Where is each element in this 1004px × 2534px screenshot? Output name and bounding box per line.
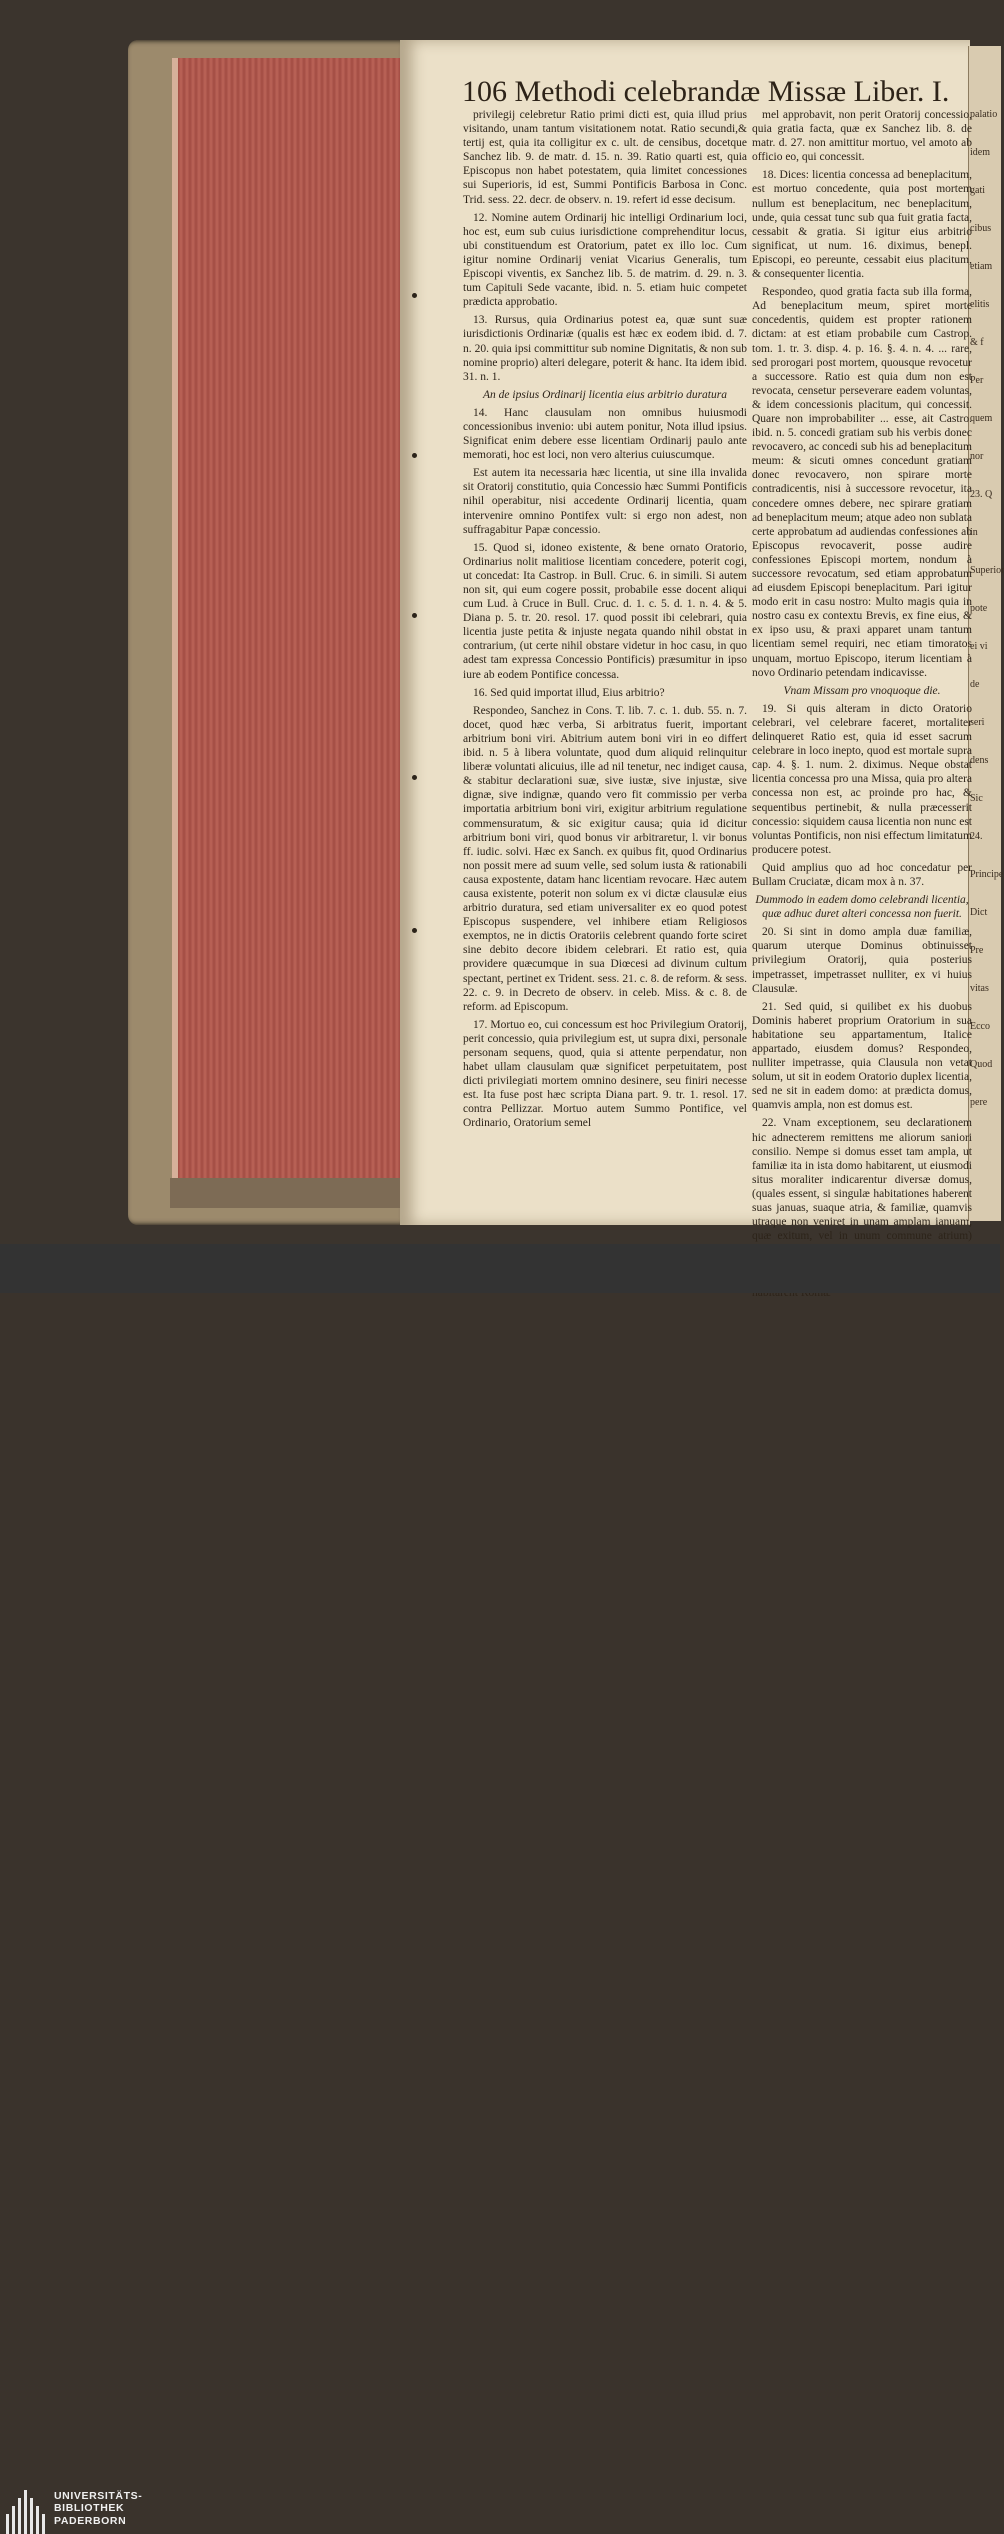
binding-hole <box>412 293 417 298</box>
edge-fragment: nor <box>970 451 984 462</box>
red-page-edges <box>172 58 408 1188</box>
edge-fragment: Quod <box>970 1059 993 1070</box>
binding-hole <box>412 453 417 458</box>
edge-fragment: Principe <box>970 869 1004 880</box>
edge-fragment: vitas <box>970 983 989 994</box>
paragraph: Quid amplius quo ad hoc concedatur per Bullam Cruciatæ, dicam mox à n. 37. <box>752 861 972 888</box>
edge-fragment: gati <box>970 185 985 196</box>
paragraph: 20. Si sint in domo ampla duæ familiæ, quarum uterque Dominus obtinuisset privilegium Oratorij, quia posterius impetrasset, impetrasset nulliter, ex vi huius Clausulæ. <box>752 926 972 995</box>
paragraph: mel approbavit, non perit Oratorij concessio, quia gratia facta, quæ ex Sanchez lib. 8. de matr. d. 27. non amittitur mortuo, vel amoto ab officio eo, qui concessit. <box>752 109 972 164</box>
edge-fragment: dens <box>970 755 989 766</box>
binding-hole <box>412 613 417 618</box>
edge-fragment: idem <box>970 147 990 158</box>
edge-fragment: 23. Q <box>970 489 993 500</box>
right-text-column <box>752 108 972 1304</box>
edge-fragment: elitis <box>970 299 990 310</box>
edge-fragment: quem <box>970 413 993 424</box>
edge-fragment: pote <box>970 603 988 614</box>
edge-fragment: ei vi <box>970 641 988 652</box>
paragraph: 17. Mortuo eo, cui concessum est hoc Privilegium Oratorij, perit concessio, quia privilegium est, ut supra dixi, personale personam sequens, quod, quia si attente perpendatur, non habet ullam clausulam quæ significet perpetuitatem, post dicti privilegiati mortem omnino desinere, seu finiri necesse est. Ita fuse post hæc scripta Diana part. 9. tr. 1. resol. 17. contra Pellizzar. Mortuo autem Summo Pontifice, vel Ordinario, Oratorium semel <box>463 1018 747 1130</box>
edge-fragment: etiam <box>970 261 993 272</box>
binding-hole <box>412 928 417 933</box>
book-scan <box>0 0 1004 1244</box>
library-name-line: BIBLIOTHEK <box>54 2502 125 2515</box>
edge-fragment: in <box>970 527 978 538</box>
paragraph: 22. Vnam exceptionem, seu declarationem hic adnecterem remittens me aliorum saniori consilio. Nempe si domus esset tam ampla, ut familiæ ita in ista domo habitarent, ut eiusmodi situs moraliter indicarentur diversæ domus, (quales essent, si singulæ habitationes haberent suas januas, suaque atria, & familiæ, quamvis utraque non veniret in unam amplam ianuam, quæ exitum, vel in unum commune atrium) <box>752 1117 972 1243</box>
paragraph: privilegij celebretur Ratio primi dicti est, quia illud prius visitando, unam tantum visitationem notat. Ratio secundi,& tertij est, quia ita colligitur ex c. ult. de censibus, docetque Sanchez lib. 9. de matr. d. 15. n. 39. Ratio quarti est, quia Episcopus non habet potestatem, quia limitet concessiones sui Superioris, id est, Summi Pontificis Barbosa in Conc. Trid. sess. 22. decr. de observ. n. 19. refert id esse decisum. <box>463 109 747 206</box>
edge-fragment: palatio <box>970 109 998 120</box>
edge-fragment: seri <box>970 717 985 728</box>
paragraph: 13. Rursus, quia Ordinarius potest ea, quæ sunt suæ iurisdictionis Ordinariæ (qualis est hæc ex eodem ibid. d. 7. n. 20. quia ipsi committitur sub nomine Dignitatis, & non sub nomine proprio) alteri delegare, poterit & hanc. Ita idem ibid. 31. n. 1. <box>463 314 747 383</box>
paragraph: Respondeo, quod gratia facta sub illa forma, Ad beneplacitum meum, spiret morte concedentis, quidem est propter rationem dictam: at est etiam probabile cum Castrop. tom. 1. tr. 3. disp. 4. p. 16. §. 4. n. 4. ... rare, sed prorogari post mortem, quousque revocetur a successore. Ratio est quia dum non est revocata, censetur perseverare eadem voluntas, & idem concessionis placitum, qui concessit. Quare non improbabiliter ... esse, ait Castro. ibid. n. 5. concedi gratiam sub his verbis donec revocavero, ac concedi sub his ad beneplacitum meum: & sicuti omnes concedunt gratiam donec revocavero, non spirare morte contradicentis, nisi à successore revocetur, ita concedere omnes debere, nec spirare gratiam ad beneplacitum meum; atque adeo non sublata certe approbatum ad audiendas confessiones ab Episcopus revocaverit, posse audire confessiones Episcopi mortem, nondum à successore revocatum, sed etiam approbatum ad eiusdem Episcopi beneplacitum. Pari igitur modo erit in casu nostro: Multo magis quia in nostro casu ex contextu Brevis, ex fine eius, & ex ipso usu, & praxi apparet unam tantum licentiam semel requiri, nec etiam timoratos unquam, mortuo Episcopo, iterum licentiam à novo Ordinario petendam indicavisse. <box>752 286 972 679</box>
library-name-line: PADERBORN <box>54 2514 127 2527</box>
running-head: 106 Methodi celebrandæ Missæ Liber. I. <box>462 75 950 108</box>
edge-fragment: & f <box>970 337 984 348</box>
library-name-line: UNIVERSITÄTS- <box>54 2490 143 2502</box>
book-bottom-edge <box>170 1178 410 1208</box>
edge-fragment: Sic <box>970 793 983 804</box>
section-heading: Vnam Missam pro vnoquoque die. <box>783 684 941 697</box>
paragraph: 19. Si quis alteram in dicto Oratorio celebrari, vel celebrare faceret, mortaliter delinqueret Ratio est, quia id esset sacrum celebrare in loco inepto, quod est mortale supra cap. 4. §. 1. num. 2. diximus. Neque obstat licentia concessa pro una Missa, quia pro altera concessa non est, ac proinde pro hac, & sequentibus pertinebit, & nulla præcesserit concessio: siquidem causa licentia non nunc est voluntas Pontificis, non nisi effectum limitatum producere potest. <box>752 702 972 856</box>
edge-fragment: cibus <box>970 223 992 234</box>
edge-fragment: pere <box>970 1097 988 1108</box>
paragraph: 12. Nomine autem Ordinarij hic intelligi Ordinarium loci, hoc est, eum sub cuius iurisdictione comprehenditur locus, ubi constituendum est Oratorium, patet ex illo loc. Cum igitur nomine Ordinarij veniat Vicarius Generalis, tum Episcopi viventis, ex Sanchez lib. 5. de matrim. d. 29. n. 3. tum Capituli Sede vacante, ibid. n. 5. etiam huic competet prædicta approbatio. <box>463 211 747 309</box>
paragraph: 15. Quod si, idoneo existente, & bene ornato Oratorio, Ordinarius nolit malitiose licentiam concedere, poterit cogi, ut concedat: Ita Castrop. in Bull. Cruc. 6. in simili. Si autem non sit, qui eum cogere possit, probabile esse docent aliqui cum Lud. à Cruce in Bull. Cruc. d. 1. c. 5. d. 1. n. 4. & 5. Diana p. 5. tr. 20. resol. 17. quod possit ibi celebrari, quia licentia juste petita & injuste negata quando nihil obstat in contrarium, (ut certe nihil obstare videtur in hoc casu, in quo adest tam expressa Concessio Pontificis) præsumitur in ipso iure ab eodem Pontifice concessa. <box>463 541 747 681</box>
library-logo-icon <box>6 2490 50 2534</box>
paragraph: 14. Hanc clausulam non omnibus huiusmodi concessionibus invenio: ubi autem ponitur, Nota illud ipsius. Significat enim debere esse licentiam Ordinarij paulo ante memorati, hoc est loci, non vero alterius cuiuscumque. <box>463 406 747 462</box>
section-heading: An de ipsius Ordinarij licentia eius arbitrio duratura <box>483 388 727 401</box>
edge-fragment: Dict <box>970 907 988 918</box>
edge-fragment: Ecco <box>970 1021 990 1032</box>
edge-fragment: 24. <box>970 831 983 842</box>
paragraph: Respondeo, Sanchez in Cons. T. lib. 7. c. 1. dub. 55. n. 7. docet, quod hæc verba, Si arbitratus fuerit, important arbitrium boni viri. Abitrium autem boni viri in eo differt ibid. n. 5 à libera voluntate, quod dum aliquid relinquitur liberæ voluntati alicuius, ille ad nil tenetur, nec indiget causa, & stabitur declarationi suæ, sive iustæ, sive injustæ, sive dignæ, sive indignæ, quando vero fit commissio per verba importatia arbitrium boni viri, exigitur arbitrium regulatione commensuratum, & sic exigitur causa; quia id dicitur arbitrium boni viri, quod bonus vir arbitraretur, l. vir bonus ff. iudic. solvi. Hæc ex Sanch. ex quibus fit, quod Ordinarius non possit mere ad suum velle, sed solum iusta & rationabili causa expostente, datam hanc licentiam revocare. Hæc autem causa existente, poterit non solum ex vi dictæ clausulæ eius arbitrio duratura, sed etiam universaliter ex eo quod potest Episcopus suspendere, vel inhibere etiam Religiosos exemptos, ne in dictis Oratoriis celebrent quando forte sciret sine debito decore ibidem celebrari. Et ratio est, quia providere quæcumque in sua Diœcesi ad divinum cultum spectant, pertinet ex Trident. sess. 21. c. 8. de reform. & sess. 22. c. 9. in Decreto de observ. in celeb. Miss. & c. 8. de reform. ad Episcopum. <box>463 704 747 1013</box>
left-text-column <box>463 108 747 1135</box>
edge-fragment: Per <box>970 375 984 386</box>
paragraph: 18. Dices: licentia concessa ad beneplacitum, est mortuo concedente, quia post mortem nullum est beneplacitum, nec beneplacitum, unde, quia cessat tunc sub qua fuit gratia facta, cessabit & gratia. Si igitur eius arbitrio significat, ut num. 16. diximus, benepl. Episcopi, eo pereunte, cessabit eius placitum, & consequenter licentia. <box>752 169 972 281</box>
paragraph: Est autem ita necessaria hæc licentia, ut sine illa invalida sit Oratorij constitutio, quia Concessio hæc Summi Pontificis nihil operabitur, nisi accedente Ordinarij licentia, quam intervenire omnino Pontifex vult: si ergo non adest, non suffragabitur Papæ concessio. <box>463 467 747 536</box>
section-heading: Dummodo in eadem domo celebrandi licentia, quæ adhuc duret alteri concessa non fuerit. <box>755 894 969 921</box>
library-footer <box>0 1244 1000 2527</box>
library-name <box>54 2490 142 2527</box>
paragraph: 16. Sed quid importat illud, Eius arbitrio? <box>473 686 665 699</box>
edge-fragment: Superior <box>970 565 1004 576</box>
edge-fragment: Pre <box>970 945 984 956</box>
facing-page-text-fragments <box>970 108 1004 1134</box>
edge-fragment: de <box>970 679 980 690</box>
paragraph: 21. Sed quid, si quilibet ex his duobus Dominis haberet proprium Oratorium in sua habitatione seu appartamentum, Italice appartado, eiusdem domus? Respondeo, nulliter impetrasse, quia Clausula non vetat solum, ut sit in eodem Oratorio duplex licentia, sed ne sit in eadem domo: at prædicta domus, quamvis ampla, non est domus est. <box>752 1000 972 1112</box>
binding-hole <box>412 775 417 780</box>
